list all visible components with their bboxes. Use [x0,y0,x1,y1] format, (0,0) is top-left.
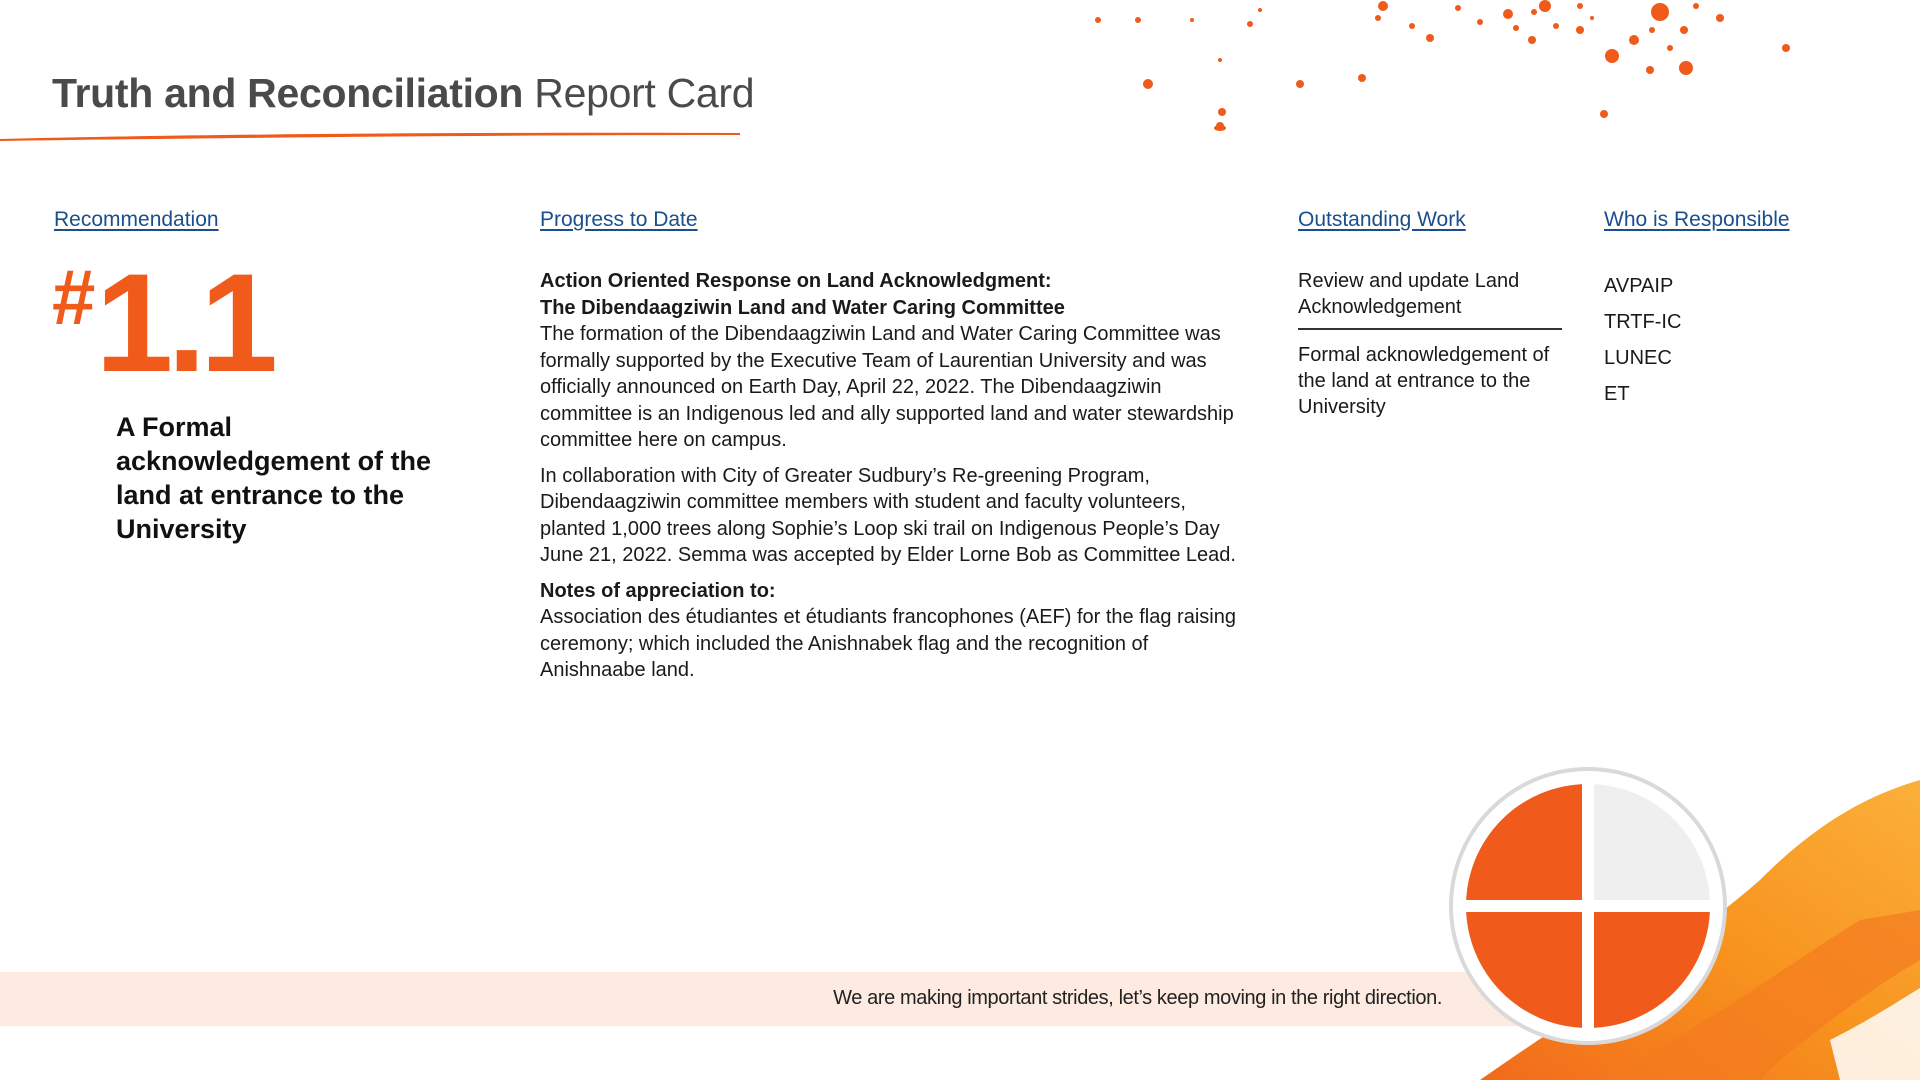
outstanding-item: Formal acknowledgement of the land at entrance to the University [1298,344,1550,418]
notes-heading: Notes of appreciation to: [540,579,776,602]
progress-header-link[interactable]: Progress to Date [540,208,698,231]
title-underline [0,128,740,142]
badge-quarter-filled [1588,906,1710,1028]
recommendation-number [52,244,273,401]
recommendation-header-link[interactable]: Recommendation [54,208,219,231]
footer-message: We are making important strides, let’s keep moving in the right direction. [833,987,1442,1009]
outstanding-item: Review and update Land Acknowledgement [1298,270,1520,318]
badge-quarter-filled [1466,784,1588,906]
responsible-list [1604,268,1681,412]
title-bold: Truth and Reconciliation [52,70,524,116]
progress-heading-line1: Action Oriented Response on Land Acknowledgment: [540,270,1052,292]
outstanding-work-list [1298,268,1562,428]
progress-badge [1448,766,1738,1056]
hash-symbol: # [52,253,96,341]
responsible-item: AVPAIP [1604,275,1674,297]
title-rest: Report Card [534,70,755,116]
outstanding-divider [1298,328,1562,330]
progress-paragraph-1: The formation of the Dibendaagziwin Land and Water Caring Committee was formally supported by the Executive Team of Laurentian University and was officially announced on Earth Day, April 22, 2022. The Dibendaagziwin committee is an Indigenous led and ally supported land and water stewardship committee here on campus. [540,323,1234,451]
outstanding-work-header-link[interactable]: Outstanding Work [1298,208,1466,231]
badge-quarter-filled [1466,906,1588,1028]
page-title [52,70,754,117]
responsible-item: ET [1604,383,1630,405]
progress-paragraph-2: In collaboration with City of Greater Sudbury’s Re-greening Program, Dibendaagziwin committee members with student and faculty volunteers, planted 1,000 trees along Sophie’s Loop ski trail on Indigenous People’s Day June 21, 2022. Semma was accepted by Elder Lorne Bob as Committee Lead. [540,464,1236,566]
who-responsible-header-link[interactable]: Who is Responsible [1604,208,1790,231]
responsible-item: LUNEC [1604,347,1672,369]
progress-heading-line2: The Dibendaagziwin Land and Water Caring Committee [540,296,1065,319]
recommendation-text: A Formal acknowledgement of the land at entrance to the University [116,412,432,544]
progress-section [540,268,1255,693]
notes-text: Association des étudiantes et étudiants francophones (AEF) for the flag raising ceremony; which included the Anishnabek flag and the recognition of Anishnaabe land. [540,606,1236,681]
recommendation-number-value: 1.1 [95,244,273,401]
responsible-item: TRTF-IC [1604,311,1682,333]
